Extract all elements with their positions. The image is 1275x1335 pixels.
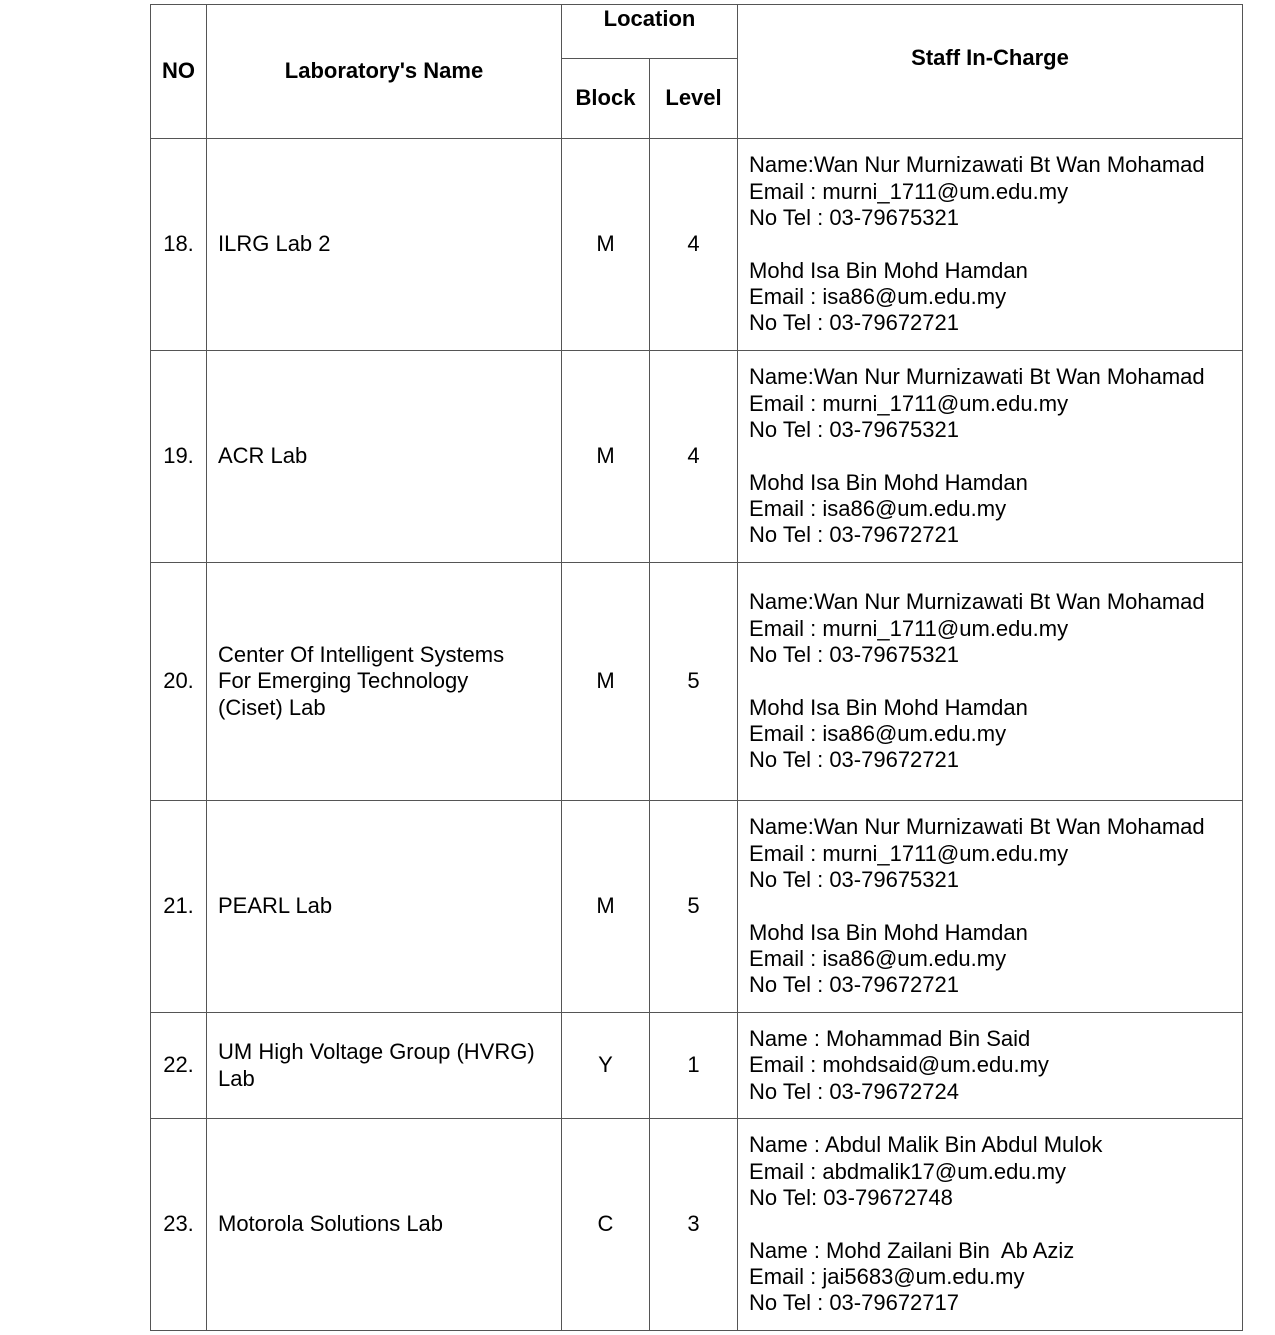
lab-name-line: Motorola Solutions Lab <box>218 1211 444 1237</box>
staff-phone: No Tel : 03-79675321 <box>749 205 959 231</box>
staff-name: Name:Wan Nur Murnizawati Bt Wan Mohamad <box>749 364 1205 390</box>
lab-name-line: ILRG Lab 2 <box>218 231 331 257</box>
row-number: 23. <box>151 1119 207 1331</box>
staff-phone: No Tel: 03-79672748 <box>749 1185 953 1211</box>
staff-phone: No Tel : 03-79672724 <box>749 1078 959 1104</box>
staff-email: Email : mohdsaid@um.edu.my <box>749 1052 1049 1078</box>
table-body <box>151 139 1243 1331</box>
staff-in-charge <box>738 351 1243 563</box>
table-row <box>151 801 1243 1013</box>
staff-phone: No Tel : 03-79672721 <box>749 747 959 773</box>
location-level: 3 <box>650 1119 738 1331</box>
lab-name-line: UM High Voltage Group (HVRG) <box>218 1039 535 1065</box>
table-row <box>151 1119 1243 1331</box>
table-row <box>151 351 1243 563</box>
staff-phone: No Tel : 03-79672717 <box>749 1290 959 1316</box>
staff-email: Email : murni_1711@um.edu.my <box>749 615 1069 641</box>
staff-phone: No Tel : 03-79675321 <box>749 867 959 893</box>
table-row <box>151 139 1243 351</box>
location-level: 1 <box>650 1013 738 1119</box>
location-block: M <box>562 351 650 563</box>
staff-phone: No Tel : 03-79675321 <box>749 417 959 443</box>
staff-email: Email : isa86@um.edu.my <box>749 495 1007 521</box>
staff-phone: No Tel : 03-79672721 <box>749 522 959 548</box>
lab-name <box>207 801 562 1013</box>
header-lab-name: Laboratory's Name <box>207 5 562 139</box>
row-number: 18. <box>151 139 207 351</box>
header-block: Block <box>562 59 650 139</box>
lab-name-line: Lab <box>218 1065 255 1091</box>
lab-name <box>207 563 562 801</box>
location-block: Y <box>562 1013 650 1119</box>
laboratory-table <box>150 4 1243 1331</box>
row-number: 19. <box>151 351 207 563</box>
staff-phone: No Tel : 03-79675321 <box>749 642 959 668</box>
location-level: 4 <box>650 139 738 351</box>
staff-name: Name : Abdul Malik Bin Abdul Mulok <box>749 1132 1103 1158</box>
row-number: 22. <box>151 1013 207 1119</box>
staff-in-charge <box>738 1119 1243 1331</box>
staff-name: Mohd Isa Bin Mohd Hamdan <box>749 257 1028 283</box>
staff-email: Email : isa86@um.edu.my <box>749 720 1007 746</box>
row-number: 20. <box>151 563 207 801</box>
staff-in-charge <box>738 801 1243 1013</box>
staff-name: Mohd Isa Bin Mohd Hamdan <box>749 919 1028 945</box>
staff-phone: No Tel : 03-79672721 <box>749 310 959 336</box>
lab-name <box>207 351 562 563</box>
staff-name: Name : Mohammad Bin Said <box>749 1026 1031 1052</box>
staff-email: Email : jai5683@um.edu.my <box>749 1263 1025 1289</box>
staff-email: Email : murni_1711@um.edu.my <box>749 390 1069 416</box>
lab-name-line: PEARL Lab <box>218 893 333 919</box>
header-no: NO <box>151 5 207 139</box>
header-level: Level <box>650 59 738 139</box>
lab-name <box>207 1119 562 1331</box>
table-row <box>151 563 1243 801</box>
staff-name: Mohd Isa Bin Mohd Hamdan <box>749 694 1028 720</box>
staff-phone: No Tel : 03-79672721 <box>749 972 959 998</box>
header-location: Location <box>562 5 738 59</box>
location-level: 5 <box>650 563 738 801</box>
lab-name-line: For Emerging Technology <box>218 668 469 694</box>
staff-email: Email : murni_1711@um.edu.my <box>749 840 1069 866</box>
lab-name-line: (Ciset) Lab <box>218 694 326 720</box>
header-staff: Staff In-Charge <box>738 5 1243 139</box>
row-number: 21. <box>151 801 207 1013</box>
location-block: C <box>562 1119 650 1331</box>
lab-name-line: ACR Lab <box>218 443 308 469</box>
staff-email: Email : isa86@um.edu.my <box>749 945 1007 971</box>
location-block: M <box>562 801 650 1013</box>
location-block: M <box>562 139 650 351</box>
staff-email: Email : isa86@um.edu.my <box>749 283 1007 309</box>
lab-name-line: Center Of Intelligent Systems <box>218 642 505 668</box>
location-level: 5 <box>650 801 738 1013</box>
table-row <box>151 1013 1243 1119</box>
location-level: 4 <box>650 351 738 563</box>
staff-email: Email : abdmalik17@um.edu.my <box>749 1158 1067 1184</box>
staff-in-charge <box>738 563 1243 801</box>
lab-name <box>207 1013 562 1119</box>
staff-in-charge <box>738 139 1243 351</box>
staff-name: Mohd Isa Bin Mohd Hamdan <box>749 469 1028 495</box>
lab-name <box>207 139 562 351</box>
staff-name: Name:Wan Nur Murnizawati Bt Wan Mohamad <box>749 814 1205 840</box>
staff-name: Name:Wan Nur Murnizawati Bt Wan Mohamad <box>749 589 1205 615</box>
location-block: M <box>562 563 650 801</box>
staff-name: Name : Mohd Zailani Bin Ab Aziz <box>749 1237 1075 1263</box>
staff-email: Email : murni_1711@um.edu.my <box>749 178 1069 204</box>
staff-name: Name:Wan Nur Murnizawati Bt Wan Mohamad <box>749 152 1205 178</box>
staff-in-charge <box>738 1013 1243 1119</box>
